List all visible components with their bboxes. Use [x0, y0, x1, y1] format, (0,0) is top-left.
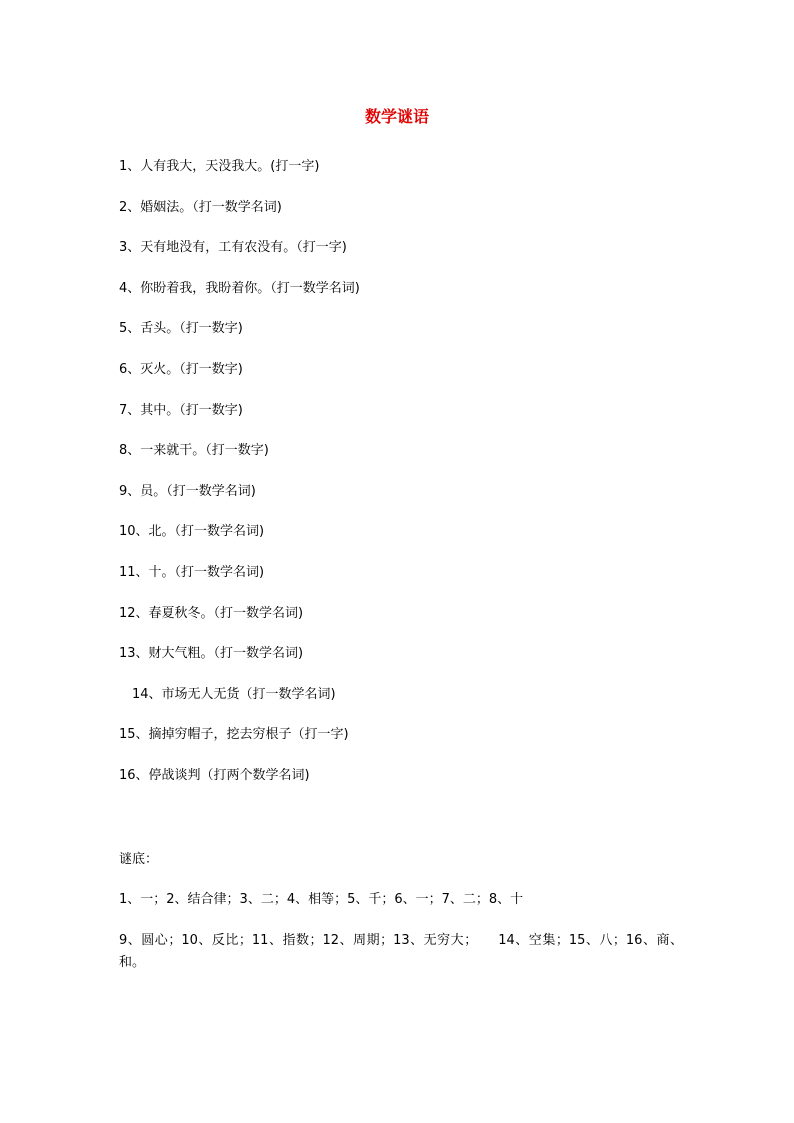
- riddle-item: 13、财大气粗。（打一数学名词): [119, 646, 304, 662]
- document-title: 数学谜语: [364, 107, 429, 126]
- riddle-item: 6、灭火。（打一数字): [119, 361, 243, 377]
- riddle-item: 5、舌头。（打一数字): [119, 321, 243, 337]
- answers-line: 1、一；2、结合律；3、二；4、相等；5、千；6、一；7、二；8、十: [119, 892, 524, 907]
- riddle-item: 14、市场无人无货（打一数学名词): [132, 686, 336, 702]
- riddle-item: 10、北。（打一数学名词): [119, 524, 265, 540]
- riddle-item: 11、十。（打一数学名词): [119, 564, 265, 580]
- riddle-item: 2、婚姻法。（打一数学名词): [119, 199, 282, 215]
- riddle-item: 8、一来就干。（打一数字): [119, 443, 269, 459]
- riddle-item: 9、员。（打一数学名词): [119, 483, 256, 499]
- answers-line: 9、圆心；10、反比；11、指数；12、周期；13、无穷大； 14、空集；15、八；16、商、和。: [119, 933, 683, 970]
- riddle-item: 3、天有地没有，工有农没有。（打一字): [119, 240, 347, 256]
- riddle-item: 1、人有我大，天没我大。(打一字): [119, 159, 320, 174]
- riddle-item: 15、摘掉穷帽子，挖去穷根子（打一字): [119, 727, 349, 743]
- answers-heading: 谜底：: [119, 852, 159, 867]
- riddle-item: 4、你盼着我，我盼着你。（打一数学名词): [119, 280, 360, 296]
- riddle-list: [119, 157, 679, 807]
- riddle-item: 16、停战谈判（打两个数学名词): [119, 767, 310, 783]
- answers-section: [119, 850, 683, 974]
- riddle-item: 12、春夏秋冬。（打一数学名词): [119, 605, 304, 621]
- riddle-item: 7、其中。（打一数字): [119, 402, 243, 418]
